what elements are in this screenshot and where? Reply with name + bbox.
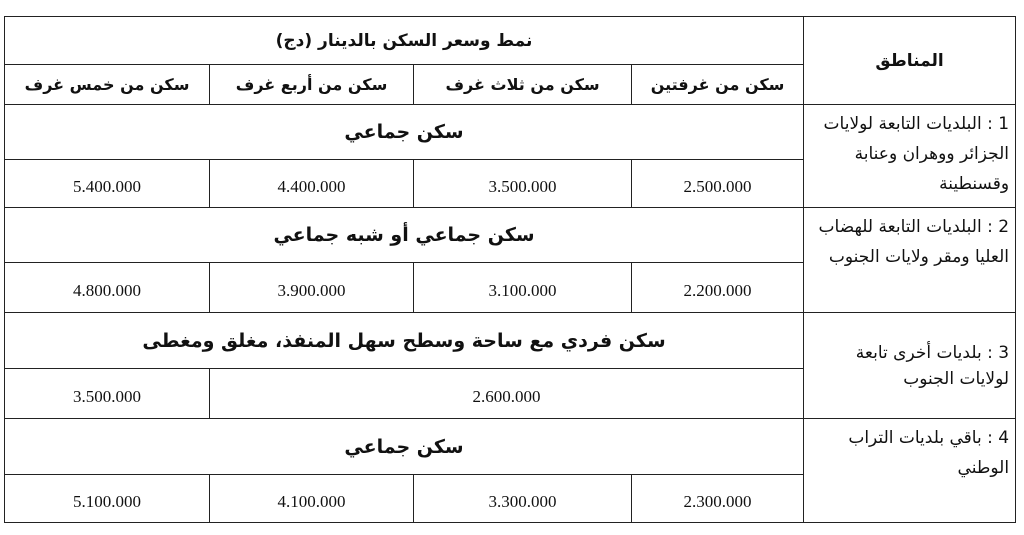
regions-header: المناطق: [804, 17, 1016, 105]
table-row: [5, 419, 1016, 475]
housing-price-table: [4, 16, 1016, 523]
price-cell: 3.300.000: [414, 475, 632, 523]
price-cell: 4.400.000: [210, 160, 414, 208]
region-cell: 4 : باقي بلديات التراب الوطني: [804, 419, 1016, 523]
table-row: [5, 105, 1016, 160]
housing-type-cell: سكن جماعي أو شبه جماعي: [5, 208, 804, 263]
header-row-main: [5, 17, 1016, 65]
col-header-three-rooms: سكن من ثلاث غرف: [414, 65, 632, 105]
col-header-two-rooms: سكن من غرفتين: [632, 65, 804, 105]
price-cell: 3.500.000: [5, 369, 210, 419]
housing-type-cell: سكن فردي مع ساحة وسطح سهل المنفذ، مغلق ومغطى: [5, 313, 804, 369]
housing-type-cell: سكن جماعي: [5, 105, 804, 160]
price-cell: 4.800.000: [5, 263, 210, 313]
housing-type-cell: سكن جماعي: [5, 419, 804, 475]
table-row: [5, 208, 1016, 263]
price-cell: 4.100.000: [210, 475, 414, 523]
price-cell: 2.600.000: [210, 369, 804, 419]
price-cell: 2.200.000: [632, 263, 804, 313]
price-cell: 3.500.000: [414, 160, 632, 208]
region-cell: 2 : البلديات التابعة للهضاب العليا ومقر ولايات الجنوب: [804, 208, 1016, 313]
col-header-five-rooms: سكن من خمس غرف: [5, 65, 210, 105]
table-row: [5, 313, 1016, 369]
housing-type-price-header: نمط وسعر السكن بالدينار (دج): [5, 17, 804, 65]
region-cell: 3 : بلديات أخرى تابعة لولايات الجنوب: [804, 313, 1016, 419]
price-cell: 2.500.000: [632, 160, 804, 208]
price-cell: 5.100.000: [5, 475, 210, 523]
price-cell: 3.900.000: [210, 263, 414, 313]
region-cell: 1 : البلديات التابعة لولايات الجزائر ووهران وعنابة وقسنطينة: [804, 105, 1016, 208]
col-header-four-rooms: سكن من أربع غرف: [210, 65, 414, 105]
price-cell: 5.400.000: [5, 160, 210, 208]
price-cell: 3.100.000: [414, 263, 632, 313]
price-cell: 2.300.000: [632, 475, 804, 523]
